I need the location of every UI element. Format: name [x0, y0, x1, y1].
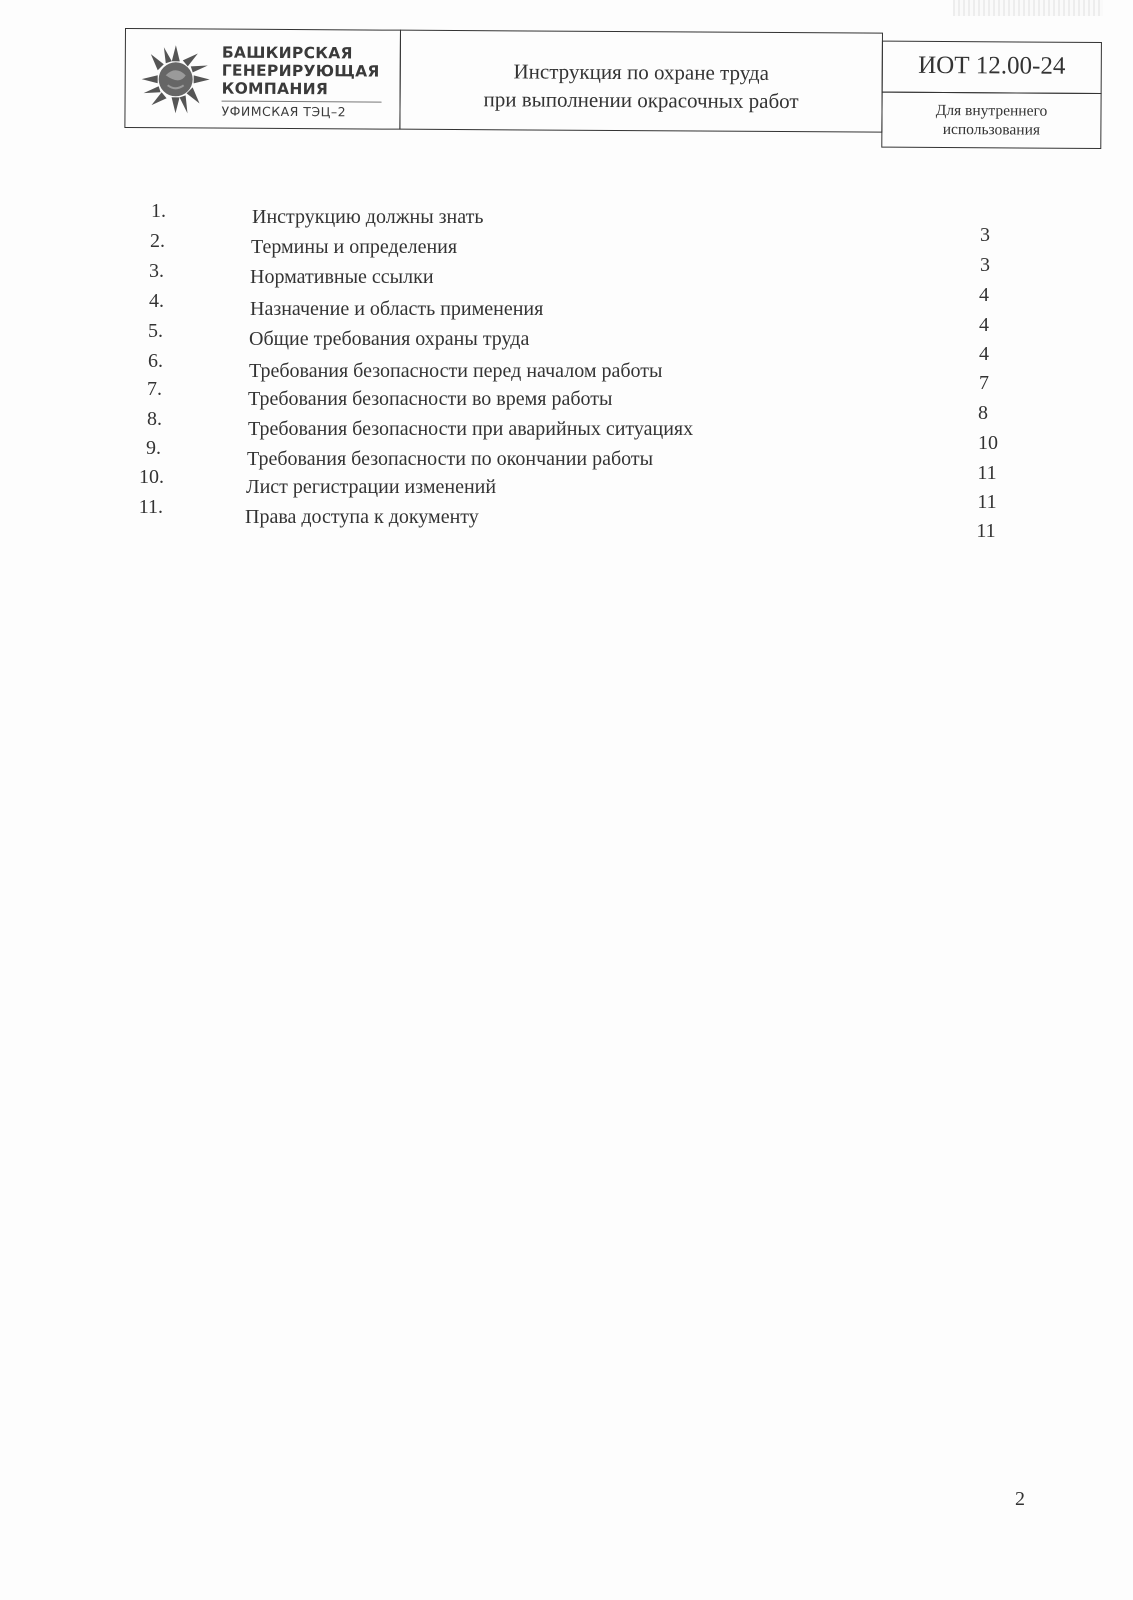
- toc-item-title: Лист регистрации изменений: [246, 476, 497, 498]
- page-number: 2: [1015, 1488, 1025, 1510]
- toc-item-title: Термины и определения: [251, 236, 458, 258]
- toc-item-title: Требования безопасности во время работы: [248, 388, 613, 410]
- toc-item-page: 11: [976, 520, 996, 542]
- document-title-line1: Инструкция по охране труда: [513, 59, 770, 85]
- toc-item-number: 8.: [147, 408, 162, 430]
- toc-item-title: Назначение и область применения: [250, 298, 544, 320]
- document-code: ИОТ 12.00-24: [918, 51, 1066, 80]
- toc-item-page: 10: [978, 432, 998, 454]
- toc-item-title: Требования безопасности по окончании работы: [247, 448, 654, 470]
- access-level-line2: использования: [942, 120, 1041, 139]
- toc-item-title: Требования безопасности при аварийных ситуациях: [248, 418, 694, 440]
- toc-item-page: 4: [979, 284, 989, 306]
- toc-item-title: Общие требования охраны труда: [249, 328, 530, 350]
- toc-item-page: 7: [979, 372, 989, 394]
- toc-item-page: 11: [977, 462, 997, 484]
- toc-item-page: 3: [980, 224, 990, 246]
- company-subtitle: УФИМСКАЯ ТЭЦ–2: [221, 103, 347, 120]
- toc-item-title: Права доступа к документу: [245, 506, 479, 528]
- toc-item-number: 3.: [149, 260, 164, 282]
- toc-item-title: Требования безопасности перед началом работы: [249, 360, 663, 382]
- company-name-line3: КОМПАНИЯ: [221, 79, 329, 99]
- toc-item-number: 4.: [149, 290, 164, 312]
- toc-item-number: 10.: [139, 466, 164, 488]
- toc-item-number: 2.: [150, 230, 165, 252]
- table-of-contents: [0, 0, 1133, 600]
- toc-item-title: Инструкцию должны знать: [252, 206, 484, 228]
- toc-item-number: 1.: [151, 200, 166, 222]
- toc-item-number: 7.: [147, 378, 162, 400]
- company-name-line2: ГЕНЕРИРУЮЩАЯ: [221, 61, 380, 81]
- access-level-line1: Для внутреннего: [935, 101, 1048, 120]
- toc-item-number: 9.: [146, 437, 161, 459]
- toc-item-title: Нормативные ссылки: [250, 266, 434, 288]
- toc-item-page: 8: [978, 402, 988, 424]
- toc-item-page: 11: [977, 491, 997, 513]
- toc-item-page: 4: [979, 314, 989, 336]
- toc-item-number: 6.: [148, 350, 163, 372]
- toc-item-page: 3: [980, 254, 990, 276]
- toc-item-page: 4: [979, 343, 989, 365]
- document-title-line2: при выполнении окрасочных работ: [483, 87, 799, 114]
- toc-item-number: 11.: [138, 496, 163, 518]
- toc-item-number: 5.: [148, 320, 163, 342]
- company-name-line1: БАШКИРСКАЯ: [221, 43, 353, 63]
